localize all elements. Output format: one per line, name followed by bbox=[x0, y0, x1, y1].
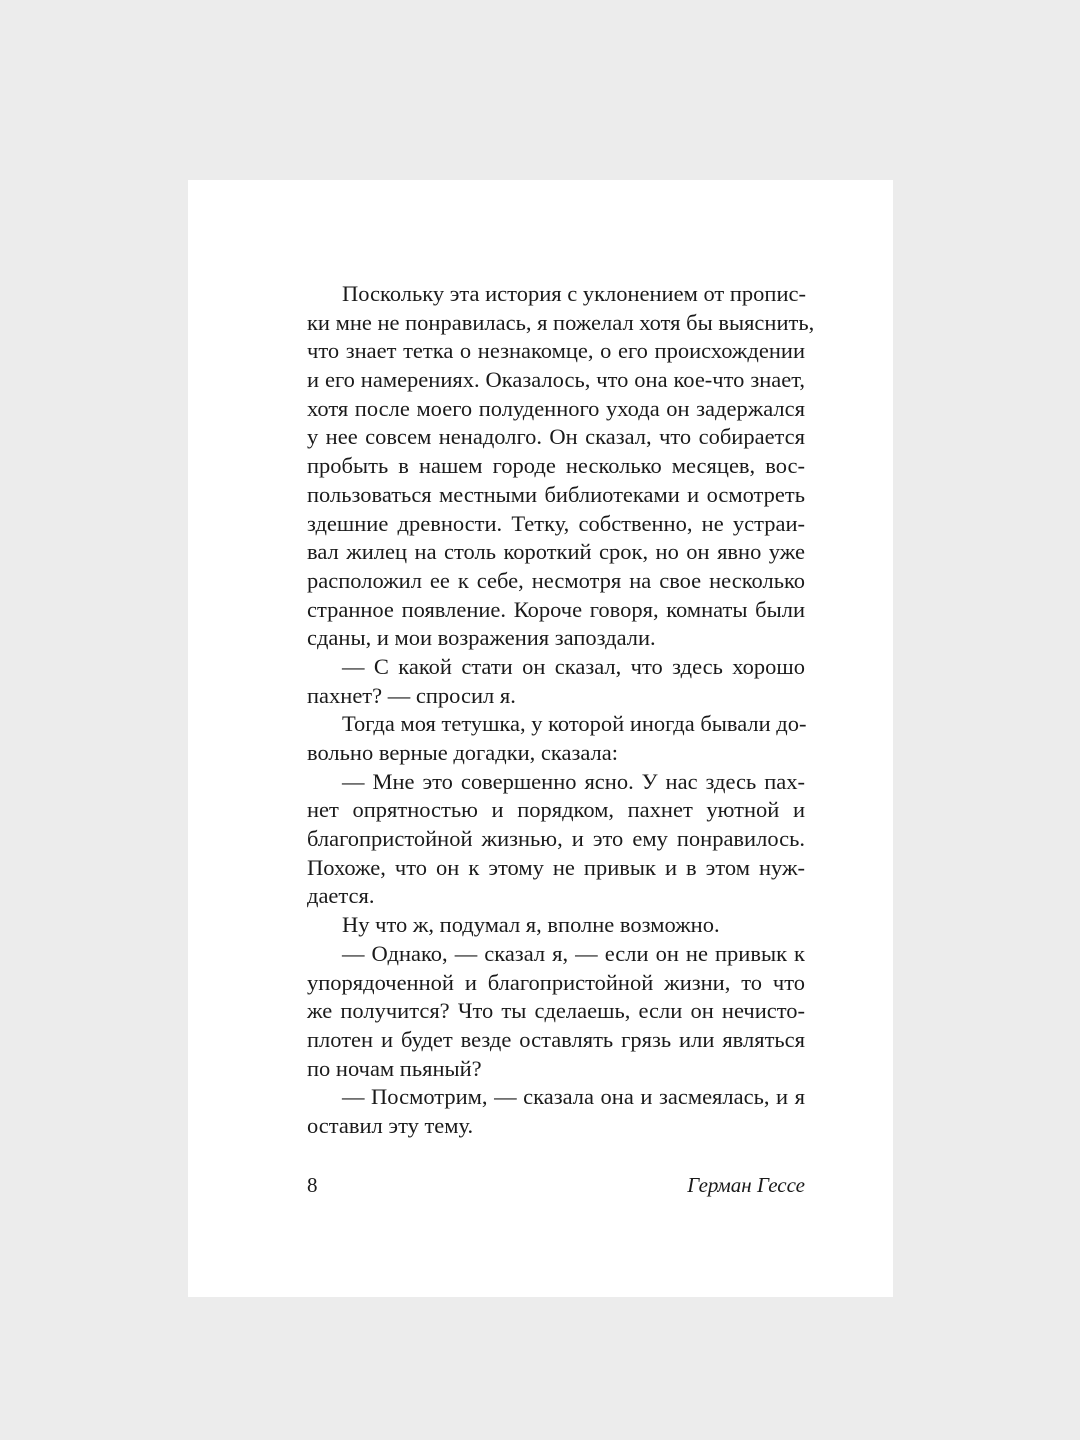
text-line: ки мне не понравилась, я пожелал хотя бы выяснить, bbox=[307, 309, 815, 335]
running-author: Герман Гессе bbox=[687, 1173, 805, 1197]
text-line: Поскольку эта история с уклонением от пропис- bbox=[342, 281, 806, 306]
text-line: что знает тетка о незнакомце, о его происхождении bbox=[307, 338, 805, 364]
book-page bbox=[188, 180, 893, 1297]
text-line: — Посмотрим, — сказала она и засмеялась, и я bbox=[342, 1084, 805, 1110]
text-line: пользоваться местными библиотеками и осмотреть bbox=[307, 481, 805, 507]
text-line: странное появление. Короче говоря, комнаты были bbox=[307, 596, 805, 622]
text-line: плотен и будет везде оставлять грязь или являться bbox=[307, 1026, 805, 1052]
text-line: дается. bbox=[307, 883, 375, 909]
text-line: упорядоченной и благопристойной жизни, то что bbox=[307, 969, 805, 995]
text-line: Похоже, что он к этому не привык и в этом нуж- bbox=[307, 854, 805, 880]
text-line: пахнет? — спросил я. bbox=[307, 682, 516, 708]
text-line: по ночам пьяный? bbox=[307, 1055, 482, 1081]
text-line: — Однако, — сказал я, — если он не привык к bbox=[342, 940, 805, 966]
text-line: оставил эту тему. bbox=[307, 1112, 474, 1138]
text-line: Ну что ж, подумал я, вполне возможно. bbox=[342, 912, 720, 938]
text-line: нет опрятностью и порядком, пахнет уютной и bbox=[307, 797, 805, 823]
text-line: расположил ее к себе, несмотря на свое несколько bbox=[307, 567, 805, 593]
text-line: вал жилец на столь короткий срок, но он явно уже bbox=[307, 539, 805, 565]
text-line: же получится? Что ты сделаешь, если он нечисто- bbox=[307, 998, 805, 1024]
text-line: здешние древности. Тетку, собственно, не устраи- bbox=[307, 510, 805, 536]
text-line: благопристойной жизнью, и это ему понравилось. bbox=[307, 826, 805, 852]
text-line: хотя после моего полуденного ухода он задержался bbox=[307, 395, 805, 421]
page-footer bbox=[307, 1173, 805, 1201]
text-line: — С какой стати он сказал, что здесь хорошо bbox=[342, 653, 805, 679]
text-line: вольно верные догадки, сказала: bbox=[307, 740, 619, 765]
text-line: Тогда моя тетушка, у которой иногда бывали до- bbox=[342, 711, 807, 737]
text-line: — Мне это совершенно ясно. У нас здесь пах- bbox=[342, 768, 805, 794]
text-line: сданы, и мои возражения запоздали. bbox=[307, 625, 656, 651]
text-line: пробыть в нашем городе несколько месяцев, вос- bbox=[307, 453, 805, 479]
page-number: 8 bbox=[307, 1173, 318, 1197]
text-line: и его намерениях. Оказалось, что она кое-что знает, bbox=[307, 367, 805, 393]
text-line: у нее совсем ненадолго. Он сказал, что собирается bbox=[307, 424, 805, 450]
body-text bbox=[307, 280, 815, 1141]
